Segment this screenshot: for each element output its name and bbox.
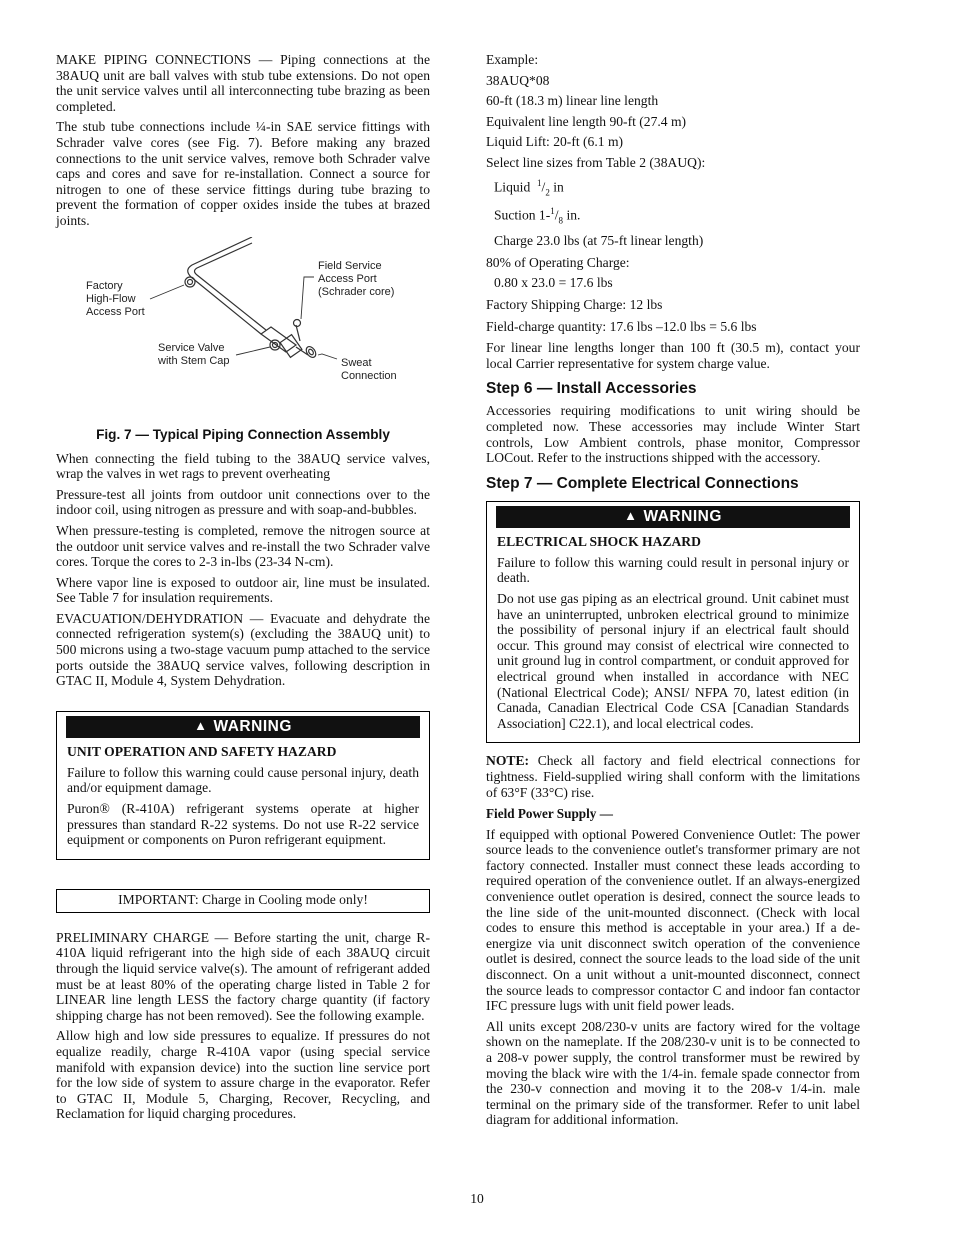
example-label: Example:: [486, 52, 539, 67]
example-equivalent-length: Equivalent line length 90-ft (27.4 m): [486, 113, 687, 129]
paragraph-pressure-test: Pressure-test all joints from outdoor unit connections over to the indoor coil, using nitrogen as pressure and with soap-and-bubbles.: [56, 486, 430, 518]
paragraph-wrap-valves: When connecting the field tubing to the 38AUQ service valves, wrap the valves in wet rags to prevent overheating: [56, 450, 430, 482]
warning-text: Puron® (R-410A) refrigerant systems operate at higher pressures than standard R-22 systems. Do not use R-22 service equipment or components on Puron refrigerant equipment.: [67, 801, 419, 848]
label-sweat-connection: Sweat Connection: [341, 356, 397, 382]
paragraph-allow-pressures: Allow high and low side pressures to equalize. If pressures do not equalize readily, charge R-410A vapor (using special service manifold with expansion device) into the suction line service port for the low side of system to assure charge in the evaporator. Refer to GTAC II, Module 5, Charging, Recover, Recycling, and Reclamation for liquid charging procedures.: [56, 1028, 430, 1122]
example-calculation: 0.80 x 23.0 = 17.6 lbs: [494, 275, 613, 291]
label-factory-port: Factory High-Flow Access Port: [86, 279, 145, 318]
paragraph-stub-tube: The stub tube connections include ¼-in SAE service fittings with Schrader valve cores (see Fig. 7). Before making any brazed connections to the unit service valves, remove both Schrader valve caps and cores and save for re-installation. Connect a source for nitrogen to one of these service fittings during tube brazing to prevent the formation of copper oxides inside the tubes at brazed joints.: [56, 119, 430, 228]
paragraph-evacuation: EVACUATION/DEHYDRATION — Evacuate and dehydrate the connected refrigeration system(s) (excluding the 38AUQ unit) to 500 microns using a two-stage vacuum pump attached to the service ports outside the 38AUQ service valves, following description in GTAC II, Module 4, System Dehydration.: [56, 610, 430, 689]
example-select-sizes: Select line sizes from Table 2 (38AUQ):: [486, 154, 706, 170]
example-charge: Charge 23.0 lbs (at 75-ft linear length): [494, 233, 704, 249]
page-number: 10: [470, 1191, 484, 1206]
heading-step-6: Step 6 — Install Accessories: [486, 380, 697, 398]
example-field-charge: Field-charge quantity: 17.6 lbs –12.0 lbs = 5.6 lbs: [486, 318, 757, 334]
warning-banner: ▲ WARNING: [496, 506, 850, 528]
warning-text: Failure to follow this warning could cause personal injury, death and/or equipment damage.: [67, 764, 419, 796]
example-linear-length: 60-ft (18.3 m) linear line length: [486, 93, 659, 109]
warning-text: Failure to follow this warning could result in personal injury or death.: [497, 554, 849, 586]
paragraph-vapor-line: Where vapor line is exposed to outdoor air, line must be insulated. See Table 7 for insulation requirements.: [56, 574, 430, 606]
paragraph-accessories: Accessories requiring modifications to unit wiring should be completed now. These accessories may include Winter Start controls, Low Ambient controls, phase monitor, Compressor LOCout. Refer to the instructions shipped with the accessory.: [486, 403, 860, 466]
warning-banner: ▲ WARNING: [66, 716, 420, 738]
left-column: [56, 52, 430, 1127]
label-service-valve: Service Valve with Stem Cap: [158, 341, 230, 367]
warning-title: UNIT OPERATION AND SAFETY HAZARD: [67, 743, 337, 759]
paragraph-208-230v: All units except 208/230-v units are factory wired for the voltage shown on the nameplate. If the 208/230-v unit is to be connected to a 208-v power supply, the control transformer must be rewired by moving the black wire with the 1/4-in. female spade connector from the 230-v connection and moving it to the 208-v 1/4-in. male terminal on the primary side of the transformer. Refer to unit label diagram for additional information.: [486, 1018, 860, 1128]
example-factory-charge: Factory Shipping Charge: 12 lbs: [486, 297, 663, 313]
paragraph-longer-lines: For linear line lengths longer than 100 ft (30.5 m), contact your local Carrier representative for system charge value.: [486, 340, 860, 371]
figure-caption: Fig. 7 — Typical Piping Connection Assembly: [96, 426, 390, 442]
paragraph-preliminary-charge: PRELIMINARY CHARGE — Before starting the unit, charge R-410A liquid refrigerant into the high side of each 38AUQ circuit through the liquid service valve(s). The amount of refrigerant added must be at least 80% of the operating charge listed in Table 2 for LINEAR line length LESS the factory charge quantity (if factory shipping charge has not been removed). See the following example.: [56, 929, 430, 1023]
example-80-percent: 80% of Operating Charge:: [486, 254, 630, 270]
tube-drawing: [185, 237, 318, 359]
paragraph-pressure-testing-complete: When pressure-testing is completed, remove the nitrogen source at the outdoor unit service valves and re-install the two Schrader valve cores. Torque the cores to 2-3 in-lbs (23-34 N-cm).: [56, 522, 430, 570]
warning-title: ELECTRICAL SHOCK HAZARD: [497, 533, 701, 549]
important-note: IMPORTANT: Charge in Cooling mode only!: [56, 889, 430, 913]
warning-triangle-icon: ▲: [624, 507, 638, 523]
warning-triangle-icon: ▲: [194, 717, 208, 733]
warning-box-electrical: [486, 501, 860, 744]
heading-step-7: Step 7 — Complete Electrical Connections: [486, 474, 799, 492]
warning-text: Do not use gas piping as an electrical ground. Unit cabinet must have an uninterrupted, unbroken electrical ground to minimize the possibility of personal injury if an electrical fault should occur. This ground may consist of electrical wire connected to unit ground lug in control compartment, or conduit approved for electrical ground when installed in accordance with NEC (National Electrical Code); ANSI/ NFPA 70, latest edition (in Canada, Canadian Electrical Code CSA [Canadian Standards Association] C22.1), and local electrical codes.: [497, 590, 849, 731]
example-liquid-lift: Liquid Lift: 20-ft (6.1 m): [486, 134, 624, 150]
piping-diagram: [56, 237, 430, 427]
example-model: 38AUQ*08: [486, 72, 550, 88]
paragraph-note: NOTE: Check all factory and field electrical connections for tightness. Field-supplied wiring shall conform with the limitations of 63°F (33°C) rise.: [486, 753, 860, 800]
example-suction-size: Suction $1-^1/_8$ in.: [494, 206, 581, 226]
paragraph-make-piping: MAKE PIPING CONNECTIONS — Piping connections at the 38AUQ unit are ball valves with stub tube extensions. Do not open the unit service valves until all interconnecting tube brazing as been completed.: [56, 52, 430, 114]
paragraph-convenience-outlet: If equipped with optional Powered Convenience Outlet: The power source leads to the convenience outlet's transformer primary are not factory connected. Installer must connect these leads according to required operation of the convenience outlet. If an always-energized convenience outlet operation is desired, connect the source leads to the line side of the unit-mounted disconnect. (Check with local codes to ensure this method is acceptable in your area.) If a de-energize via unit disconnect switch operation of the convenience outlet is desired, connect the source leads to the load side of the unit disconnect. On a unit without a unit-mounted disconnect, connect the source leads to compressor contactor C and indoor fan contactor IFC pressure lugs with unit field power leads.: [486, 826, 860, 1014]
figure-piping-assembly: [56, 237, 430, 427]
field-power-supply-heading: Field Power Supply —: [486, 806, 613, 822]
right-column: [486, 52, 860, 1133]
label-field-service-port: Field Service Access Port (Schrader core): [318, 259, 395, 298]
warning-box-unit-operation: [56, 711, 430, 860]
example-liquid-size: Liquid $^1/_2$ in: [494, 177, 564, 197]
